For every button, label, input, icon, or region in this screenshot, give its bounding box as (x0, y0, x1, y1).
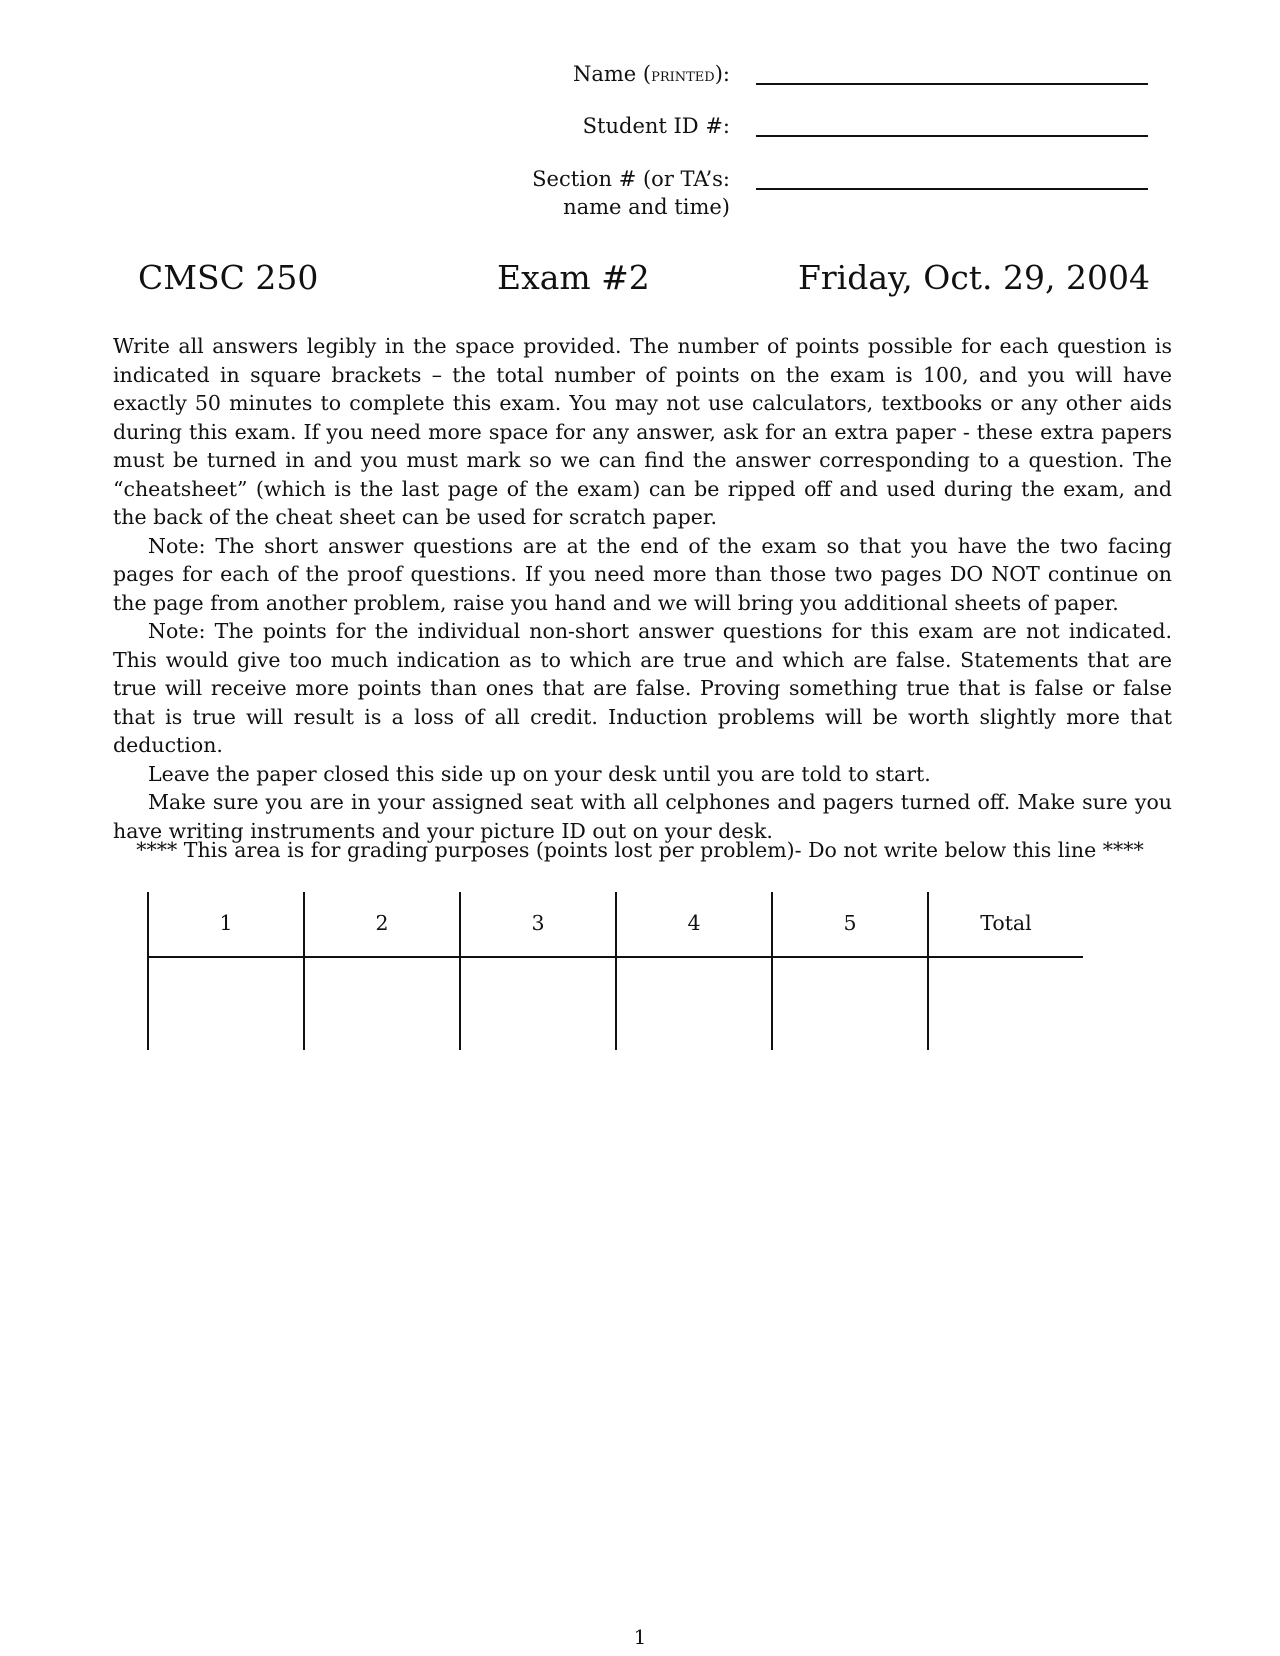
instructions-paragraph-4: Leave the paper closed this side up on your desk until you are told to start. (148, 761, 931, 786)
student-id-field-label: Student ID #: (582, 114, 730, 138)
student-id-field-line[interactable] (756, 135, 1148, 137)
instructions-paragraph-1: Write all answers legibly in the space provided. The number of points possible for each question is indicated in square brackets – the total number of points on the exam is 100, and you will have exactly 50 minutes to complete this exam. You may not use calculators, textbooks or any other aids during this exam. If you need more space for any answer, ask for an extra paper - these extra papers must be turned in and you must mark so we can find the answer corresponding to a question. The “cheatsheet” (which is the last page of the exam) can be ripped off and used during the exam, and the back of the cheat sheet can be used for scratch paper. (113, 334, 1172, 529)
grading-score-cell[interactable] (303, 958, 459, 1050)
grading-column-header: 1 (147, 892, 303, 958)
name-field-label (573, 60, 730, 89)
exam-title-row (130, 253, 1150, 303)
grading-score-cell[interactable] (459, 958, 615, 1050)
exam-title: Exam #2 (497, 258, 650, 297)
grading-column-header: 3 (459, 892, 615, 958)
instructions-paragraph-3: Note: The points for the individual non-short answer questions for this exam are not indicated. This would give too much indication as to which are true and which are false. Statements that are true will receive more points than ones that are false. Proving something true that is false or false that is true will result is a loss of all credit. Induction problems will be worth slightly more that deduction. (113, 619, 1172, 757)
name-label-smallcaps: printed (651, 64, 715, 86)
instructions-paragraph-2: Note: The short answer questions are at the end of the exam so that you have the two facing pages for each of the proof questions. If you need more than those two pages DO NOT continue on the page from another problem, raise you hand and we will bring you additional sheets of paper. (113, 533, 1172, 615)
page-number: 1 (633, 1625, 647, 1649)
grading-table (147, 892, 1083, 1050)
instructions-paragraph-5: Make sure you are in your assigned seat with all celphones and pagers turned off. Make sure you have writing instruments and your picture ID out on your desk. (113, 790, 1172, 843)
grading-score-cell[interactable] (615, 958, 771, 1050)
section-field-label (532, 165, 730, 221)
grading-score-cell-total[interactable] (927, 958, 1083, 1050)
grading-column-header: 4 (615, 892, 771, 958)
section-label-line1: Section # (or TA’s: (532, 167, 730, 191)
instructions (113, 332, 1172, 845)
name-label-suffix: ): (714, 62, 730, 86)
exam-date: Friday, Oct. 29, 2004 (798, 258, 1150, 297)
grading-score-cell[interactable] (771, 958, 927, 1050)
name-label-prefix: Name ( (572, 62, 652, 86)
grading-note: **** This area is for grading purposes (points lost per problem)- Do not write below this line **** (136, 838, 1144, 862)
grading-column-header: 2 (303, 892, 459, 958)
section-field-line[interactable] (756, 188, 1148, 190)
name-field-line[interactable] (756, 83, 1148, 85)
grading-column-header-total: Total (927, 892, 1083, 958)
grading-column-header: 5 (771, 892, 927, 958)
grading-score-cell[interactable] (147, 958, 303, 1050)
section-label-line2: name and time) (563, 195, 730, 219)
course-title: CMSC 250 (138, 258, 319, 297)
